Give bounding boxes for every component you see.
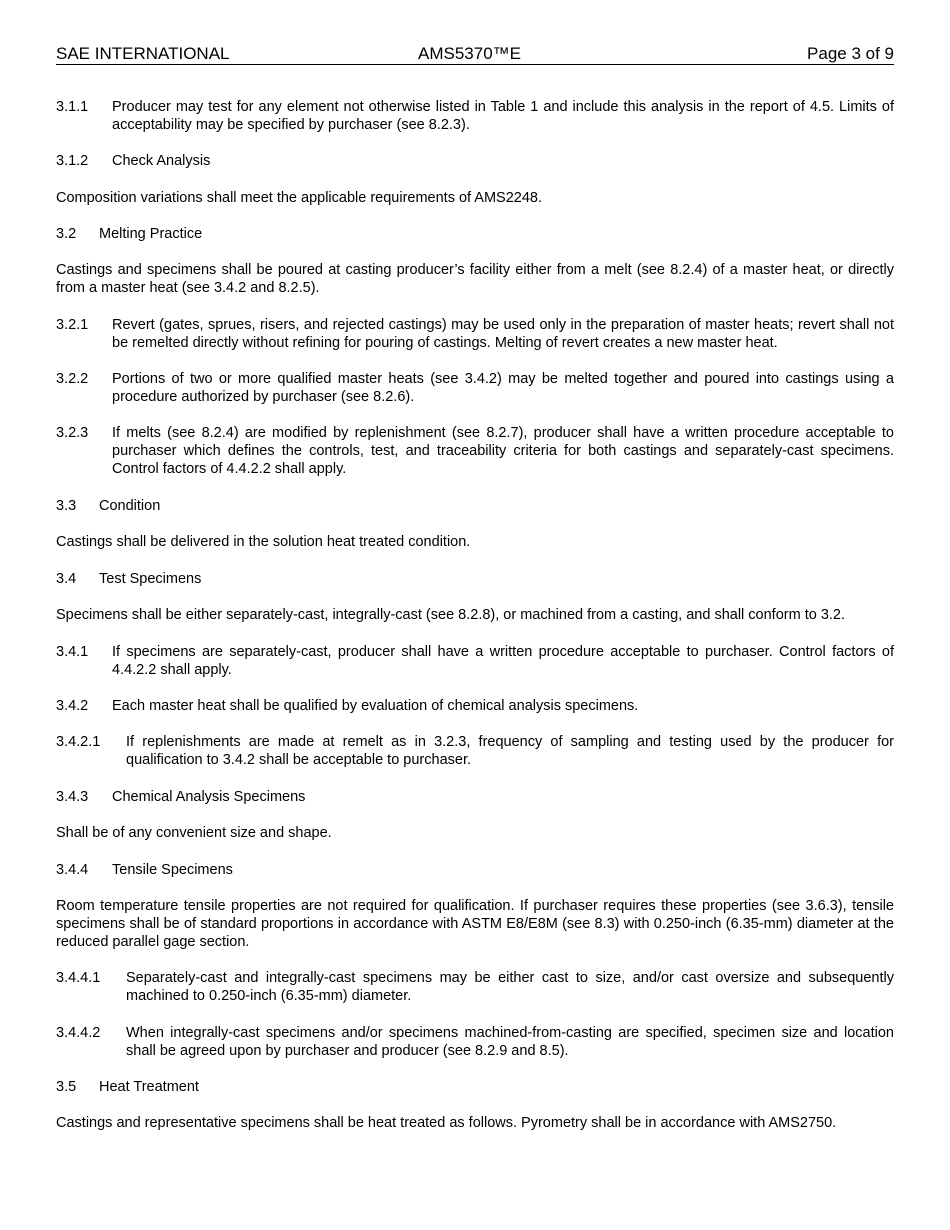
section-number: 3.4.3 bbox=[56, 789, 89, 805]
paragraph-3-4-2 bbox=[56, 697, 894, 715]
paragraph-text: Each master heat shall be qualified by evaluation of chemical analysis specimens. bbox=[112, 698, 639, 714]
paragraph-text: Separately-cast and integrally-cast specimens may be either cast to size, and/or cast oversize and subsequently machined to 0.250-inch (6.35-mm) diameter. bbox=[126, 970, 894, 1004]
section-heading: Melting Practice bbox=[99, 226, 203, 242]
section-number: 3.1.2 bbox=[56, 153, 89, 169]
section-number: 3.2.3 bbox=[56, 425, 89, 441]
section-number: 3.5 bbox=[56, 1079, 77, 1095]
heading-3-3 bbox=[56, 497, 894, 515]
paragraph-text: Revert (gates, sprues, risers, and rejected castings) may be used only in the preparation of master heats; revert shall not be remelted directly without refining for pouring of castings. Melting of revert creates a new master heat. bbox=[112, 317, 894, 351]
paragraph-condition: Castings shall be delivered in the solution heat treated condition. bbox=[56, 534, 471, 550]
paragraph-3-2-2 bbox=[56, 370, 894, 406]
page-header bbox=[56, 44, 894, 65]
section-heading: Tensile Specimens bbox=[112, 862, 233, 878]
paragraph-3-4-2-1 bbox=[56, 733, 894, 769]
section-number: 3.2 bbox=[56, 226, 77, 242]
heading-3-4-4 bbox=[56, 861, 894, 879]
section-heading: Condition bbox=[99, 498, 161, 514]
paragraph-3-2-3 bbox=[56, 424, 894, 478]
paragraph-chemical-analysis-specimens: Shall be of any convenient size and shape. bbox=[56, 825, 332, 841]
header-page-number: Page 3 of 9 bbox=[807, 44, 894, 63]
section-number: 3.2.2 bbox=[56, 371, 89, 387]
paragraph-melting-practice: Castings and specimens shall be poured at casting producer’s facility either from a melt (see 8.2.4) of a master heat, or directly from a master heat (see 3.4.2 and 8.2.5). bbox=[56, 262, 894, 296]
paragraph-3-4-4-2 bbox=[56, 1024, 894, 1060]
heading-3-4-3 bbox=[56, 788, 894, 806]
section-number: 3.4.4.1 bbox=[56, 970, 101, 986]
header-document-id: AMS5370™E bbox=[418, 44, 521, 63]
paragraph-test-specimens: Specimens shall be either separately-cast, integrally-cast (see 8.2.8), or machined from a casting, and shall conform to 3.2. bbox=[56, 607, 846, 623]
heading-3-1-2 bbox=[56, 152, 894, 170]
heading-3-5 bbox=[56, 1078, 894, 1096]
section-heading: Check Analysis bbox=[112, 153, 211, 169]
paragraph-text: Portions of two or more qualified master heats (see 3.4.2) may be melted together and poured into castings using a procedure authorized by purchaser (see 8.2.6). bbox=[112, 371, 894, 405]
paragraph-text: When integrally-cast specimens and/or specimens machined-from-casting are specified, specimen size and location shall be agreed upon by purchaser and producer (see 8.2.9 and 8.5). bbox=[126, 1025, 894, 1059]
header-organization: SAE INTERNATIONAL bbox=[56, 44, 230, 63]
paragraph-3-4-1 bbox=[56, 643, 894, 679]
section-number: 3.4.4 bbox=[56, 862, 89, 878]
heading-3-4 bbox=[56, 570, 894, 588]
section-heading: Chemical Analysis Specimens bbox=[112, 789, 306, 805]
section-number: 3.3 bbox=[56, 498, 77, 514]
section-number: 3.4.2 bbox=[56, 698, 89, 714]
paragraph-3-4-4-1 bbox=[56, 969, 894, 1005]
paragraph-text: If replenishments are made at remelt as in 3.2.3, frequency of sampling and testing used by the producer for qualification to 3.4.2 shall be acceptable to purchaser. bbox=[126, 734, 894, 768]
paragraph-3-1-1 bbox=[56, 98, 894, 134]
section-number: 3.2.1 bbox=[56, 317, 89, 333]
section-number: 3.4 bbox=[56, 571, 77, 587]
section-number: 3.1.1 bbox=[56, 99, 89, 115]
paragraph-3-2-1 bbox=[56, 316, 894, 352]
paragraph-text: Producer may test for any element not otherwise listed in Table 1 and include this analysis in the report of 4.5. Limits of acceptability may be specified by purchaser (see 8.2.3). bbox=[112, 99, 894, 133]
section-heading: Test Specimens bbox=[99, 571, 202, 587]
paragraph-heat-treatment: Castings and representative specimens shall be heat treated as follows. Pyrometry shall be in accordance with AMS2750. bbox=[56, 1115, 837, 1131]
paragraph-tensile-specimens: Room temperature tensile properties are not required for qualification. If purchaser requires these properties (see 3.6.3), tensile specimens shall be of standard proportions in accordance with ASTM E8/E8M (see 8.3) with 0.250-inch (6.35-mm) diameter at the reduced parallel gage section. bbox=[56, 898, 894, 950]
paragraph-text: If melts (see 8.2.4) are modified by replenishment (see 8.2.7), producer shall have a written procedure acceptable to purchaser which defines the controls, test, and traceability criteria for both castings and separately-cast specimens. Control factors of 4.4.2.2 shall apply. bbox=[112, 425, 894, 477]
paragraph-text: If specimens are separately-cast, producer shall have a written procedure acceptable to purchaser. Control factors of 4.4.2.2 shall apply. bbox=[112, 644, 894, 678]
heading-3-2 bbox=[56, 225, 894, 243]
paragraph-check-analysis: Composition variations shall meet the applicable requirements of AMS2248. bbox=[56, 190, 543, 206]
section-number: 3.4.4.2 bbox=[56, 1025, 101, 1041]
section-number: 3.4.1 bbox=[56, 644, 89, 660]
section-number: 3.4.2.1 bbox=[56, 734, 101, 750]
section-heading: Heat Treatment bbox=[99, 1079, 199, 1095]
